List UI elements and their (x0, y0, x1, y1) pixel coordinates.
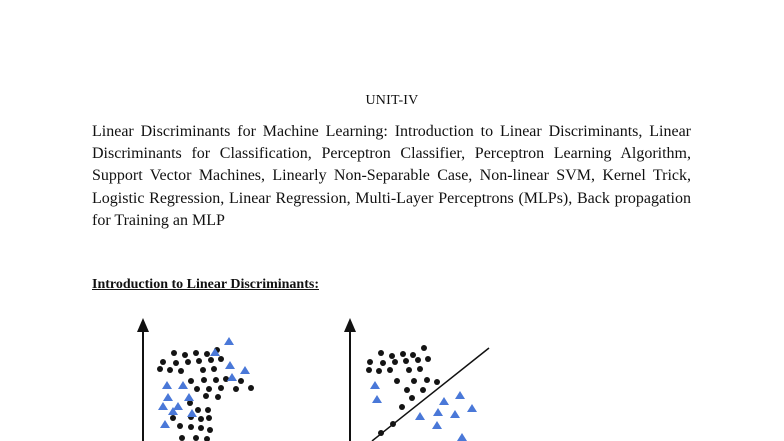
dots-right (366, 345, 440, 436)
axis-arrow-icon (344, 318, 356, 332)
linear-discriminant-figure (0, 300, 784, 441)
unit-title: UNIT-IV (365, 93, 419, 108)
decision-boundary-line (372, 348, 489, 441)
scatter-panel-left (137, 318, 254, 441)
dots-left (157, 347, 254, 441)
axis-arrow-icon (137, 318, 149, 332)
syllabus-paragraph: Linear Discriminants for Machine Learning: Introduction to Linear Discriminants, Linear Discriminants for Classification, Perceptron Classifier, Perceptron Learning Algorithm, Support Vector Machines, Linearly Non-Separable Case, Non-linear SVM, Kernel Trick, Logistic Regression, Linear Regression, Multi-Layer Perceptrons (MLPs), Back propagation for Training an MLP (92, 123, 691, 229)
scatter-panel-right (344, 318, 489, 441)
section-heading: Introduction to Linear Discriminants: (92, 277, 319, 292)
